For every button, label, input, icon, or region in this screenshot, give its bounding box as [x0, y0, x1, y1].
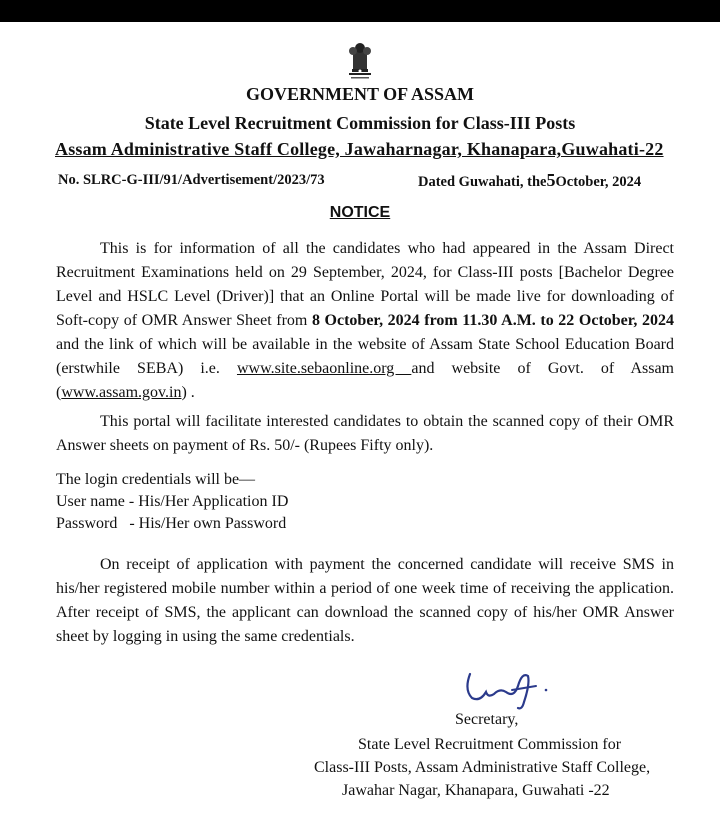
paragraph-portal-info [56, 237, 674, 405]
paragraph-sms-info: On receipt of application with payment the concerned candidate will receive SMS in his/her registered mobile number within a period of one week time of receiving the application. After receipt of SMS, the applicant can download the scanned copy of his/her OMR Answer sheet by logging in using the same credentials. [56, 556, 674, 645]
p1-text-d: ) . [181, 384, 195, 401]
p1-text-a: This is for information of all the candidates who had appeared in the Assam Direct Recruitment Examinations held on 29 September, 2024, for Class-III posts [Bachelor Degree Level and HSLC Level (Driver)] that an Online Portal will be made live for downloading of Soft-copy of OMR Answer Sheet from [56, 240, 674, 329]
credentials-intro: The login credentials will be— [56, 471, 256, 488]
reference-number: No. SLRC-G-III/91/Advertisement/2023/73 [58, 172, 325, 188]
top-black-bar [0, 0, 720, 22]
seba-website-link[interactable]: www.site.sebaonline.org [236, 360, 412, 377]
paragraph-payment-info: This portal will facilitate interested candidates to obtain the scanned copy of their OMR Answer sheets on payment of Rs. 50/- (Rupees Fifty only). [56, 413, 674, 454]
assam-gov-website-link[interactable]: www.assam.gov.in [61, 384, 182, 401]
secretary-designation: Secretary, [455, 711, 519, 728]
government-title: GOVERNMENT OF ASSAM [245, 84, 475, 104]
footer-line-3: Jawahar Nagar, Khanapara, Guwahati -22 [342, 782, 610, 799]
credentials-username: User name - His/Her Application ID [56, 493, 289, 510]
footer-line-1: State Level Recruitment Commission for [358, 736, 622, 753]
dated-day: 5 [546, 170, 556, 190]
p1-dates-bold: 8 October, 2024 from 11.30 A.M. to 22 October, 2024 [311, 312, 674, 329]
secretary-signature [458, 668, 558, 712]
notice-heading: NOTICE [329, 204, 391, 221]
dated-suffix: October, 2024 [555, 174, 642, 190]
p1-text-b: and the link of which will be available in the website of Assam State School Education Board (erstwhile SEBA) i.e. [56, 336, 674, 377]
commission-title: State Level Recruitment Commission for Class-III Posts [144, 113, 576, 133]
p1-text-c: and website of Govt. of Assam ( [56, 360, 674, 401]
national-emblem-icon [337, 36, 383, 82]
dated-line [418, 170, 641, 191]
footer-line-2: Class-III Posts, Assam Administrative Staff College, [314, 759, 651, 776]
dated-prefix: Dated Guwahati, the [418, 174, 547, 190]
commission-address: Assam Administrative Staff College, Jawaharnagar, Khanapara,Guwahati-22 [55, 139, 664, 159]
credentials-password: Password - His/Her own Password [56, 515, 287, 532]
